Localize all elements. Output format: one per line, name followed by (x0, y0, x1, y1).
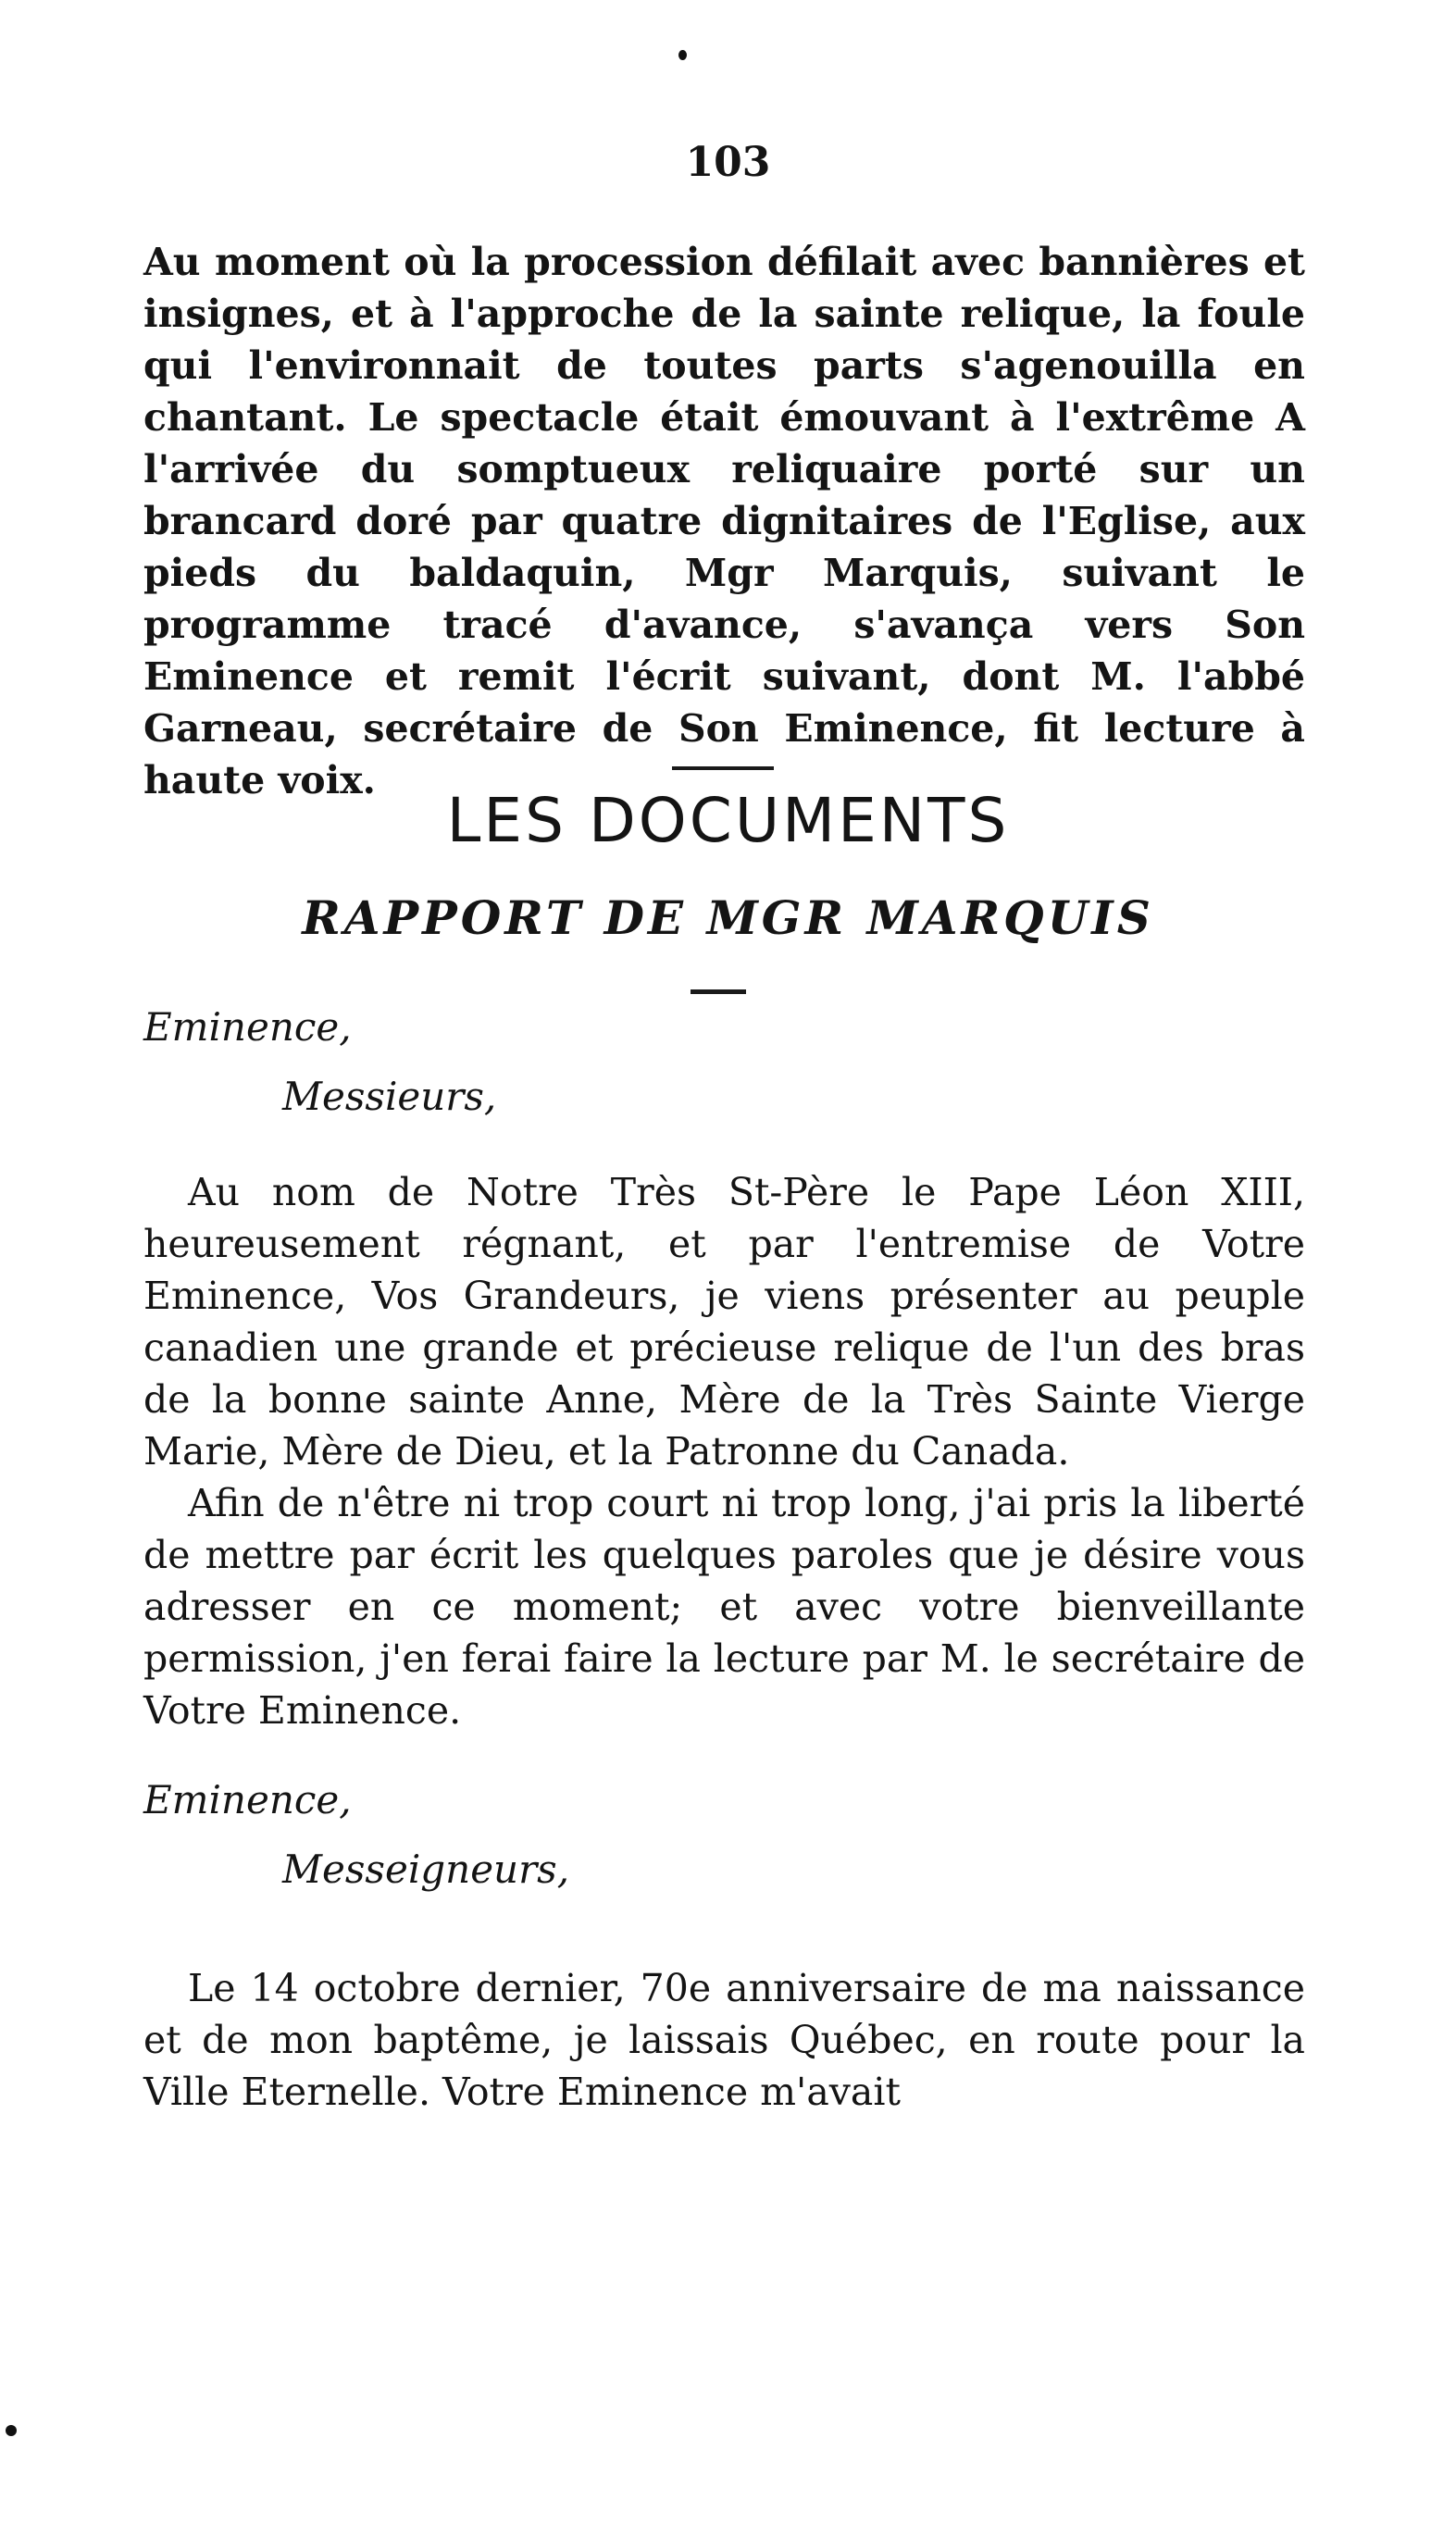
salutation-2-messeigneurs: Messeigneurs, (282, 1847, 570, 1892)
ink-speck (678, 50, 687, 60)
sub-heading: RAPPORT DE MGR MARQUIS (302, 890, 1154, 945)
salutation-2-eminence: Eminence, (143, 1777, 352, 1822)
ink-speck (6, 2425, 17, 2436)
page-number: 103 (685, 139, 771, 186)
opening-paragraph: Au moment où la procession défilait avec bannières et insignes, et à l'approche de la sainte relique, la foule qui l'environnait de toutes parts s'agenouilla en chantant. Le spectacle était émouvant à l'extrême A l'arrivée du somptueux reliquaire porté sur un brancard doré par quatre dignitaires de l'Eglise, aux pieds du baldaquin, Mgr Marquis, suivant le programme tracé d'avance, s'avança vers Son Eminence et remit l'écrit suivant, dont M. l'abbé Garneau, secrétaire de Son Eminence, fit lecture à haute voix. (143, 240, 1305, 802)
body-paragraph: Afin de n'être ni trop court ni trop long, j'ai pris la liberté de mettre par écrit les quelques paroles que je désire vous adresser en ce moment; et avec votre bienveillante permission, j'en ferai faire la lecture par M. le secrétaire de Votre Eminence. (143, 1481, 1305, 1733)
opening-section (143, 236, 1305, 806)
closing-paragraph: Le 14 octobre dernier, 70e anniversaire de ma naissance et de mon baptême, je laissais Québec, en route pour la Ville Eternelle. Votre Eminence m'avait (143, 1966, 1305, 2114)
closing-section (143, 1962, 1305, 2118)
body-section (143, 1166, 1305, 1736)
salutation-1-messieurs: Messieurs, (282, 1074, 497, 1119)
section-heading: LES DOCUMENTS (446, 785, 1010, 856)
body-paragraph: Au nom de Notre Très St-Père le Pape Léon XIII, heureusement régnant, et par l'entremise de Votre Eminence, Vos Grandeurs, je viens présenter au peuple canadien une grande et précieuse relique de l'un des bras de la bonne sainte Anne, Mère de la Très Sainte Vierge Marie, Mère de Dieu, et la Patronne du Canada. (143, 1170, 1305, 1474)
separator-rule-bottom (691, 989, 746, 994)
separator-rule-top (672, 766, 774, 770)
salutation-1-eminence: Eminence, (143, 1004, 352, 1050)
